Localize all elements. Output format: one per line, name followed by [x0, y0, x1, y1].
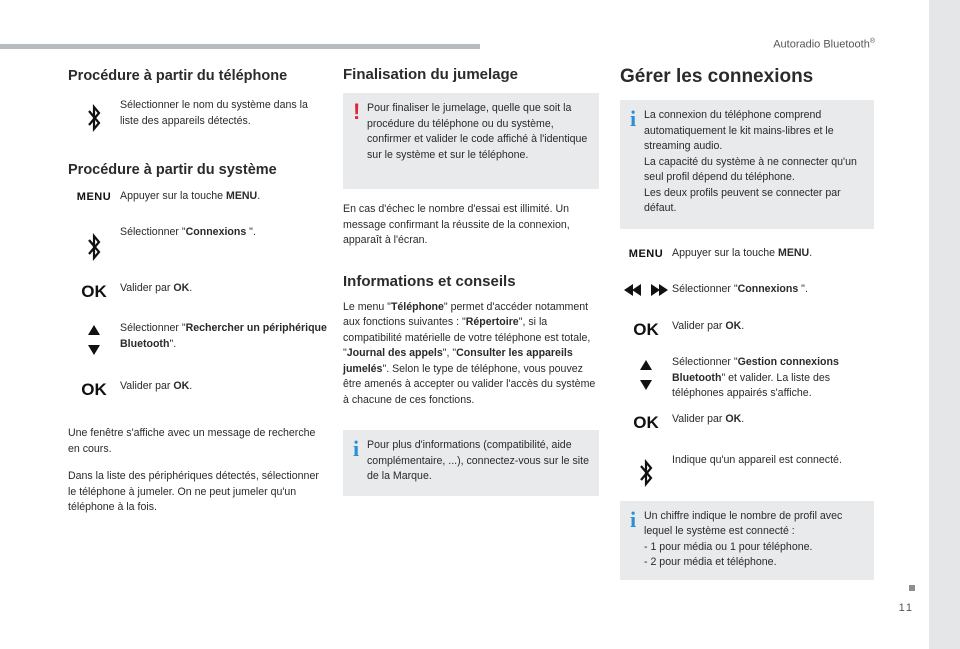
ok-key-icon: OK: [81, 380, 107, 399]
step-validate-ok: OK Valider par OK.: [620, 319, 874, 341]
menu-key-icon: MENU: [76, 191, 112, 203]
info-box-profiles: i La connexion du téléphone comprend automatiquement le kit mains-libres et le streaming audio. La capacité du système à ne connecter qu'un seul profil dépend du téléphone. Les deux profils peuvent se connecter par défaut.: [620, 100, 874, 229]
top-bar: [0, 44, 480, 49]
left-right-arrows-icon: [620, 282, 672, 298]
info-icon: i: [353, 436, 360, 461]
warning-box: ! Pour finaliser le jumelage, quelle que soit la procédure du téléphone ou du système, confirmer et valider le code affiché à l'identique sur le système et sur le téléphone.: [343, 93, 599, 189]
step-press-menu: MENU Appuyer sur la touche MENU.: [68, 189, 328, 205]
ok-key-icon: OK: [81, 282, 107, 301]
right-margin-band: [929, 0, 960, 649]
running-header: Autoradio Bluetooth®: [773, 38, 875, 51]
step-device-connected: Indique qu'un appareil est connecté.: [620, 453, 874, 493]
info-box-website: i Pour plus d'informations (compatibilité, aide complémentaire, ...), connectez-vous sur le site de la Marque.: [343, 430, 599, 496]
column-finalisation: [343, 66, 599, 496]
ok-key-icon: OK: [633, 412, 659, 432]
section-title-informations: Informations et conseils: [343, 272, 516, 290]
ok-key-icon: OK: [633, 320, 659, 339]
menu-key-icon: MENU: [628, 248, 664, 260]
step-validate-ok-2: OK Valider par OK.: [68, 379, 328, 401]
column-manage-connections: [620, 66, 874, 580]
bluetooth-icon: [68, 98, 120, 138]
page-marker: [909, 585, 915, 591]
paragraph-retry: En cas d'échec le nombre d'essai est illimité. Un message confirmant la réussite de la connexion, apparaît à l'écran.: [343, 203, 570, 246]
section-title-manage: Gérer les connexions: [620, 66, 814, 87]
step-select-connexions: Sélectionner "Connexions ".: [68, 225, 328, 269]
step-select-connexions: Sélectionner "Connexions ".: [620, 282, 874, 298]
info-icon: i: [630, 106, 637, 131]
step-search-device: Sélectionner "Rechercher un périphérique Bluetooth".: [68, 321, 328, 359]
paragraph-phone-menu: Le menu "Téléphone" permet d'accéder notamment aux fonctions suivantes : "Répertoire", si la compatibilité matérielle de votre téléphone est totale, "Journal des appels", "Consulter les appareils jumelés". Selon le type de téléphone, vous pouvez être amenés à accepter ou valider l'accès du système à chacune de ces fonctions.: [343, 300, 596, 406]
info-box-profile-count: i Un chiffre indique le nombre de profil avec lequel le système est connecté : - 1 pour média ou 1 pour téléphone. - 2 pour média et téléphone.: [620, 501, 874, 580]
step-validate-ok: OK Valider par OK.: [68, 281, 328, 303]
up-down-arrows-icon: [620, 355, 672, 395]
info-icon: i: [630, 506, 637, 532]
step-press-menu: MENU Appuyer sur la touche MENU.: [620, 246, 874, 262]
step-manage-bluetooth: Sélectionner "Gestion connexions Bluetooth" et valider. La liste des téléphones appairés s'affiche.: [620, 355, 874, 402]
paragraph-search-message: Une fenêtre s'affiche avec un message de recherche en cours.: [68, 427, 316, 455]
section-title-phone: Procédure à partir du téléphone: [68, 68, 288, 84]
warning-icon: !: [353, 99, 361, 124]
up-down-arrows-icon: [68, 321, 120, 359]
step-validate-ok-2: OK Valider par OK.: [620, 412, 874, 434]
step-select-system: Sélectionner le nom du système dans la liste des appareils détectés.: [68, 98, 328, 138]
page-number: 11: [898, 602, 914, 614]
section-title-system: Procédure à partir du système: [68, 162, 277, 178]
column-phone-procedure: [68, 66, 328, 516]
paragraph-select-phone: Dans la liste des périphériques détectés, sélectionner le téléphone à jumeler. On ne peut jumeler qu'un téléphone à la fois.: [68, 470, 319, 513]
section-title-finalisation: Finalisation du jumelage: [343, 66, 519, 83]
bluetooth-icon: [620, 453, 672, 493]
bluetooth-icon: [68, 225, 120, 269]
